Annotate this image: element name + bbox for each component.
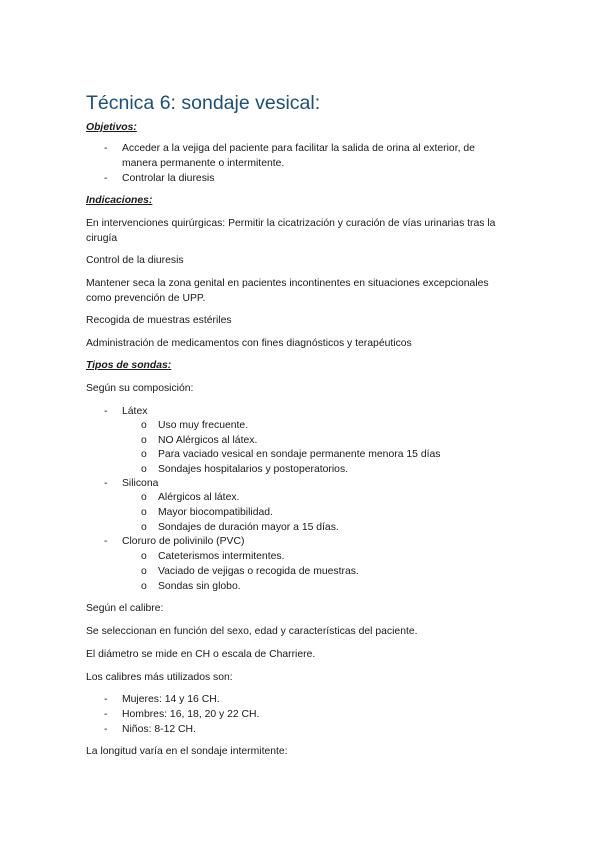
pvc-item-3: Sondas sin globo.	[158, 581, 241, 592]
sub-bullet: o	[141, 522, 147, 533]
latex-item-3: Para vaciado vesical en sondaje permanente menora 15 días	[158, 449, 441, 460]
dash-bullet: -	[104, 709, 108, 720]
pvc-item-2: Vaciado de vejigas o recogida de muestras.	[158, 566, 359, 577]
sub-bullet: o	[141, 464, 147, 475]
sub-bullet: o	[141, 566, 147, 577]
indicacion-3-line-1: Mantener seca la zona genital en pacientes incontinentes en situaciones excepcionales	[86, 278, 489, 289]
group-pvc-label: Cloruro de polivinilo (PVC)	[122, 536, 245, 547]
sub-bullet: o	[141, 492, 147, 503]
page-title: Técnica 6: sondaje vesical:	[86, 92, 321, 114]
calibre-ninos: Niños: 8-12 CH.	[122, 724, 196, 735]
latex-item-4: Sondajes hospitalarios y postoperatorios.	[158, 464, 349, 475]
indicacion-3-line-2: como prevención de UPP.	[86, 293, 206, 304]
indicaciones-heading: Indicaciones:	[86, 195, 153, 206]
silicona-item-3: Sondajes de duración mayor a 15 días.	[158, 522, 339, 533]
calibre-paragraph-3: Los calibres más utilizados son:	[86, 672, 233, 683]
tipos-heading: Tipos de sondas:	[86, 360, 172, 371]
sub-bullet: o	[141, 435, 147, 446]
calibre-paragraph-2: El diámetro se mide en CH o escala de Charriere.	[86, 649, 316, 660]
objetivos-heading: Objetivos:	[86, 122, 137, 133]
longitud-paragraph: La longitud varía en el sondaje intermitente:	[86, 746, 288, 757]
silicona-item-1: Alérgicos al látex.	[158, 492, 240, 503]
dash-bullet: -	[104, 724, 108, 735]
calibre-hombres: Hombres: 16, 18, 20 y 22 CH.	[122, 709, 260, 720]
calibre-paragraph-1: Se seleccionan en función del sexo, edad y características del paciente.	[86, 626, 418, 637]
pvc-item-1: Cateterismos intermitentes.	[158, 551, 285, 562]
indicacion-1-line-2: cirugía	[86, 233, 118, 244]
latex-item-2: NO Alérgicos al látex.	[158, 435, 258, 446]
calibre-mujeres: Mujeres: 14 y 16 CH.	[122, 694, 220, 705]
silicona-item-2: Mayor biocompatibilidad.	[158, 507, 273, 518]
group-latex-label: Látex	[122, 406, 148, 417]
group-silicona-label: Silicona	[122, 478, 159, 489]
objetivo-1-line-2: manera permanente o intermitente.	[122, 158, 285, 169]
sub-bullet: o	[141, 449, 147, 460]
dash-bullet: -	[104, 478, 108, 489]
dash-bullet: -	[104, 173, 108, 184]
indicacion-5: Administración de medicamentos con fines diagnósticos y terapéuticos	[86, 338, 412, 349]
dash-bullet: -	[104, 406, 108, 417]
latex-item-1: Uso muy frecuente.	[158, 420, 249, 431]
sub-bullet: o	[141, 551, 147, 562]
dash-bullet: -	[104, 694, 108, 705]
sub-bullet: o	[141, 420, 147, 431]
indicacion-4: Recogida de muestras estériles	[86, 315, 232, 326]
indicacion-1-line-1: En intervenciones quirúrgicas: Permitir la cicatrización y curación de vías urinarias tras la	[86, 218, 496, 229]
sub-bullet: o	[141, 507, 147, 518]
objetivo-1-line-1: Acceder a la vejiga del paciente para facilitar la salida de orina al exterior, de	[122, 143, 475, 154]
dash-bullet: -	[104, 536, 108, 547]
sub-bullet: o	[141, 581, 147, 592]
objetivo-2: Controlar la diuresis	[122, 173, 215, 184]
composicion-label: Según su composición:	[86, 383, 194, 394]
dash-bullet: -	[104, 143, 108, 154]
calibre-label: Según el calibre:	[86, 603, 164, 614]
indicacion-2: Control de la diuresis	[86, 255, 184, 266]
